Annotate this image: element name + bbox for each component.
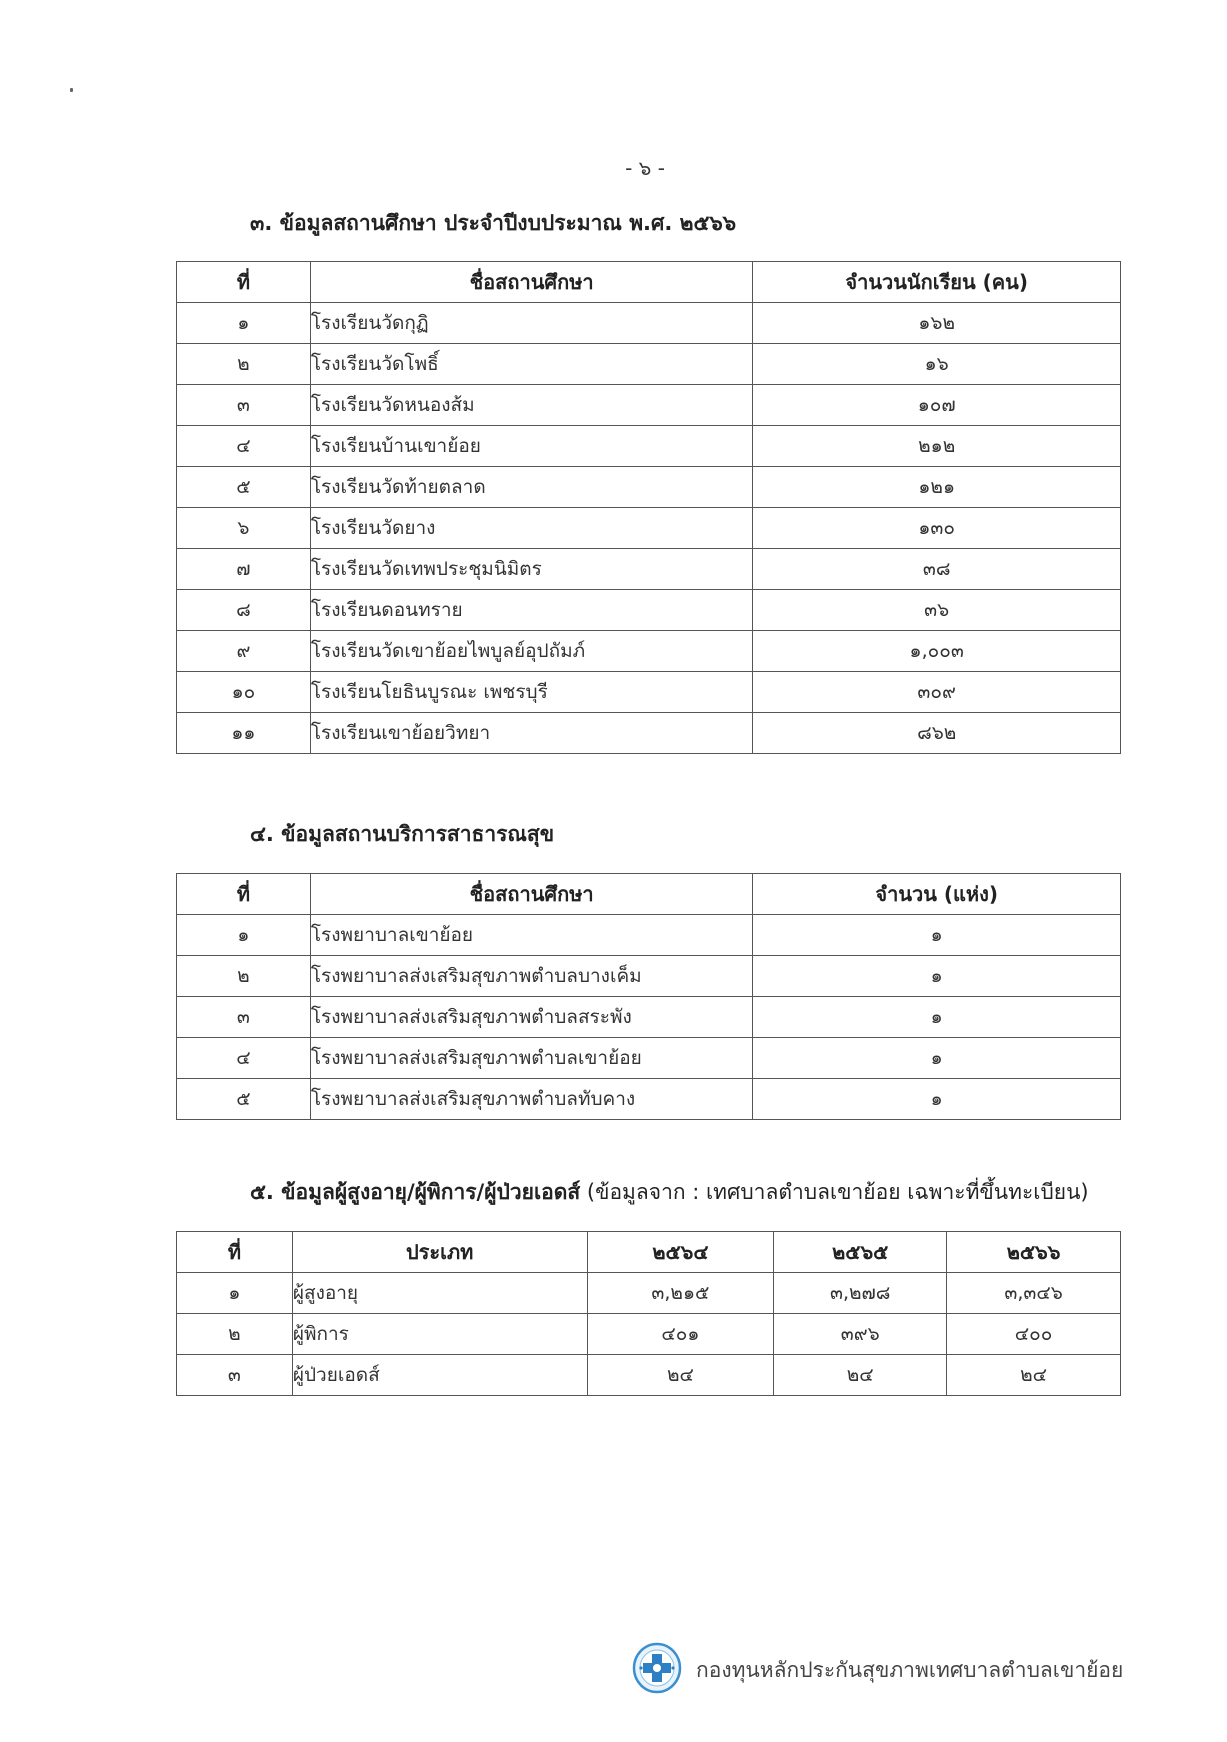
table-row <box>177 997 1121 1038</box>
row-number: ๖ <box>177 508 311 549</box>
student-count: ๓๐๙ <box>753 672 1121 713</box>
school-name: โรงเรียนวัดโพธิ์ <box>310 344 753 385</box>
facility-count: ๑ <box>753 1038 1121 1079</box>
section5-note: (ข้อมูลจาก : เทศบาลตำบลเขาย้อย เฉพาะที่ขึ้นทะเบียน) <box>586 1180 1089 1204</box>
school-name: โรงเรียนวัดท้ายตลาด <box>310 467 753 508</box>
table-row <box>177 549 1121 590</box>
health-facilities-table <box>176 873 1121 1120</box>
section3-heading-text: ๓. ข้อมูลสถานศึกษา ประจำปีงบประมาณ พ.ศ. ๒๕๖๖ <box>250 211 737 235</box>
schools-table <box>176 261 1121 754</box>
facility-name: โรงพยาบาลส่งเสริมสุขภาพตำบลทับคาง <box>310 1079 753 1120</box>
school-name: โรงเรียนวัดยาง <box>310 508 753 549</box>
row-number: ๗ <box>177 549 311 590</box>
row-number: ๔ <box>177 426 311 467</box>
category-type: ผู้สูงอายุ <box>292 1273 587 1314</box>
col-header-name: ชื่อสถานศึกษา <box>310 874 753 915</box>
table-row <box>177 713 1121 754</box>
facility-count: ๑ <box>753 997 1121 1038</box>
facility-count: ๑ <box>753 915 1121 956</box>
table-header-row <box>177 1232 1121 1273</box>
school-name: โรงเรียนโยธินบูรณะ เพชรบุรี <box>310 672 753 713</box>
student-count: ๑๓๐ <box>753 508 1121 549</box>
school-name: โรงเรียนวัดหนองส้ม <box>310 385 753 426</box>
col-header-name: ชื่อสถานศึกษา <box>310 262 753 303</box>
table-row <box>177 631 1121 672</box>
col-header-no: ที่ <box>177 1232 293 1273</box>
student-count: ๘๖๒ <box>753 713 1121 754</box>
student-count: ๓๖ <box>753 590 1121 631</box>
table-header-row <box>177 874 1121 915</box>
row-number: ๑๑ <box>177 713 311 754</box>
col-header-no: ที่ <box>177 262 311 303</box>
student-count: ๑,๐๐๓ <box>753 631 1121 672</box>
row-number: ๑ <box>177 1273 293 1314</box>
value-2564: ๒๔ <box>587 1355 774 1396</box>
table-row <box>177 956 1121 997</box>
value-2565: ๓,๒๗๘ <box>774 1273 947 1314</box>
col-header-no: ที่ <box>177 874 311 915</box>
row-number: ๔ <box>177 1038 311 1079</box>
facility-name: โรงพยาบาลส่งเสริมสุขภาพตำบลเขาย้อย <box>310 1038 753 1079</box>
table-row <box>177 303 1121 344</box>
table-row <box>177 385 1121 426</box>
table-row <box>177 508 1121 549</box>
school-name: โรงเรียนบ้านเขาย้อย <box>310 426 753 467</box>
value-2565: ๒๔ <box>774 1355 947 1396</box>
value-2566: ๓,๓๔๖ <box>947 1273 1121 1314</box>
student-count: ๒๑๒ <box>753 426 1121 467</box>
col-header-2564: ๒๕๖๔ <box>587 1232 774 1273</box>
elderly-disabled-aids-table <box>176 1231 1121 1396</box>
table-row <box>177 1273 1121 1314</box>
school-name: โรงเรียนวัดเทพประชุมนิมิตร <box>310 549 753 590</box>
table-row <box>177 426 1121 467</box>
col-header-2566: ๒๕๖๖ <box>947 1232 1121 1273</box>
col-header-count: จำนวน (แห่ง) <box>753 874 1121 915</box>
table-row <box>177 672 1121 713</box>
table-header-row <box>177 262 1121 303</box>
col-header-count: จำนวนนักเรียน (คน) <box>753 262 1121 303</box>
table-row <box>177 1079 1121 1120</box>
table-row <box>177 467 1121 508</box>
table-row <box>177 915 1121 956</box>
facility-count: ๑ <box>753 1079 1121 1120</box>
value-2564: ๓,๒๑๕ <box>587 1273 774 1314</box>
category-type: ผู้พิการ <box>292 1314 587 1355</box>
row-number: ๕ <box>177 467 311 508</box>
facility-name: โรงพยาบาลส่งเสริมสุขภาพตำบลบางเค็ม <box>310 956 753 997</box>
row-number: ๙ <box>177 631 311 672</box>
student-count: ๓๘ <box>753 549 1121 590</box>
table-row <box>177 1038 1121 1079</box>
value-2566: ๔๐๐ <box>947 1314 1121 1355</box>
row-number: ๕ <box>177 1079 311 1120</box>
category-type: ผู้ป่วยเอดส์ <box>292 1355 587 1396</box>
school-name: โรงเรียนเขาย้อยวิทยา <box>310 713 753 754</box>
value-2564: ๔๐๑ <box>587 1314 774 1355</box>
row-number: ๒ <box>177 956 311 997</box>
value-2566: ๒๔ <box>947 1355 1121 1396</box>
school-name: โรงเรียนวัดเขาย้อยไพบูลย์อุปถัมภ์ <box>310 631 753 672</box>
row-number: ๒ <box>177 344 311 385</box>
value-2565: ๓๙๖ <box>774 1314 947 1355</box>
section5-heading-text: ๕. ข้อมูลผู้สูงอายุ/ผู้พิการ/ผู้ป่วยเอดส์ <box>250 1180 581 1204</box>
col-header-type: ประเภท <box>292 1232 587 1273</box>
section4-heading <box>250 818 554 851</box>
row-number: ๑๐ <box>177 672 311 713</box>
facility-name: โรงพยาบาลเขาย้อย <box>310 915 753 956</box>
table-row <box>177 344 1121 385</box>
section5-heading <box>250 1176 1089 1209</box>
table-row <box>177 590 1121 631</box>
page-number: - ๖ - <box>625 156 665 180</box>
scan-speck <box>70 88 73 92</box>
section4-heading-text: ๔. ข้อมูลสถานบริการสาธารณสุข <box>250 822 555 846</box>
col-header-2565: ๒๕๖๕ <box>774 1232 947 1273</box>
row-number: ๘ <box>177 590 311 631</box>
student-count: ๑๐๗ <box>753 385 1121 426</box>
row-number: ๓ <box>177 385 311 426</box>
table-row <box>177 1355 1121 1396</box>
health-fund-seal-icon <box>632 1642 682 1698</box>
facility-name: โรงพยาบาลส่งเสริมสุขภาพตำบลสระพัง <box>310 997 753 1038</box>
table-row <box>177 1314 1121 1355</box>
school-name: โรงเรียนดอนทราย <box>310 590 753 631</box>
row-number: ๑ <box>177 303 311 344</box>
row-number: ๑ <box>177 915 311 956</box>
school-name: โรงเรียนวัดกุฏิ <box>310 303 753 344</box>
footer-org-name: กองทุนหลักประกันสุขภาพเทศบาลตำบลเขาย้อย <box>696 1657 1124 1682</box>
row-number: ๒ <box>177 1314 293 1355</box>
student-count: ๑๖๒ <box>753 303 1121 344</box>
section3-heading <box>250 207 736 240</box>
row-number: ๓ <box>177 997 311 1038</box>
student-count: ๑๒๑ <box>753 467 1121 508</box>
student-count: ๑๖ <box>753 344 1121 385</box>
footer <box>632 1642 1123 1698</box>
row-number: ๓ <box>177 1355 293 1396</box>
facility-count: ๑ <box>753 956 1121 997</box>
